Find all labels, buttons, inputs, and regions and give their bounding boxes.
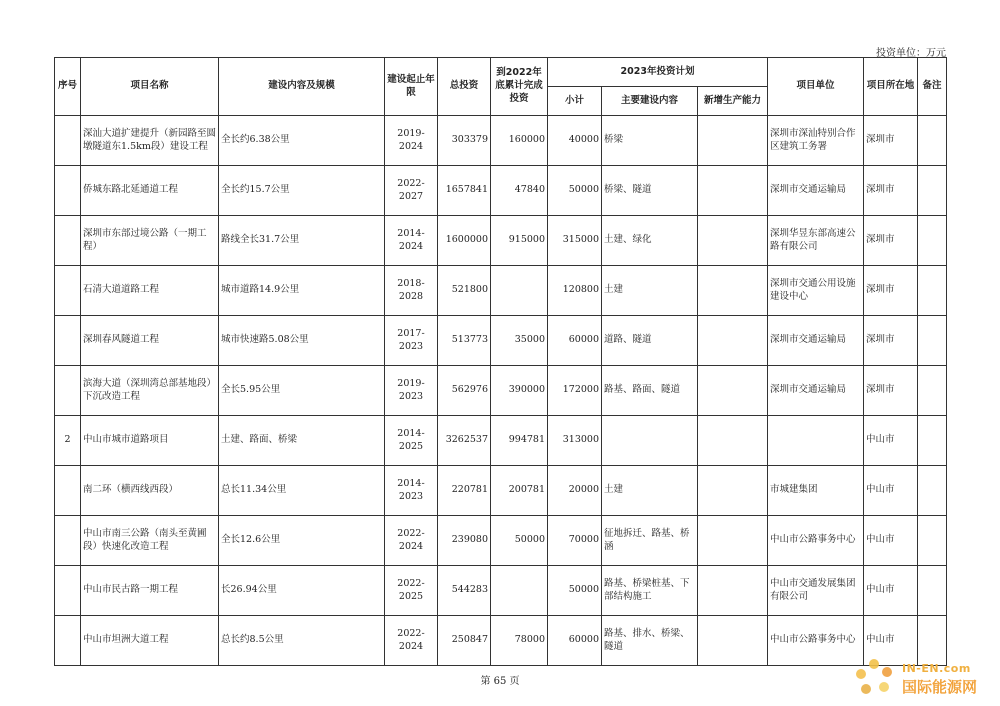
cell-total: 513773 <box>438 316 491 366</box>
header-main-content: 主要建设内容 <box>602 87 698 116</box>
watermark-cn: 国际能源网 <box>902 678 978 696</box>
cell-total: 562976 <box>438 366 491 416</box>
header-total-investment: 总投资 <box>438 58 491 116</box>
cell-new-capacity <box>698 166 768 216</box>
cell-subtotal: 315000 <box>548 216 602 266</box>
cell-content: 全长约15.7公里 <box>219 166 385 216</box>
cell-subtotal: 120800 <box>548 266 602 316</box>
cell-main-content: 土建、绿化 <box>602 216 698 266</box>
cell-seq <box>55 616 81 666</box>
cell-project-name: 石清大道道路工程 <box>81 266 219 316</box>
table-row <box>55 416 947 466</box>
cell-cumulative: 994781 <box>491 416 548 466</box>
cell-new-capacity <box>698 416 768 466</box>
cell-subtotal: 20000 <box>548 466 602 516</box>
cell-period: 2014-2023 <box>385 466 438 516</box>
cell-remark <box>918 216 947 266</box>
cell-period: 2022-2024 <box>385 616 438 666</box>
cell-content: 长26.94公里 <box>219 566 385 616</box>
table-row <box>55 316 947 366</box>
header-remark: 备注 <box>918 58 947 116</box>
cell-main-content <box>602 416 698 466</box>
cell-remark <box>918 566 947 616</box>
cell-location: 深圳市 <box>864 166 918 216</box>
cell-main-content: 道路、隧道 <box>602 316 698 366</box>
cell-project-name: 深汕大道扩建提升（新园路至圆墩隧道东1.5km段）建设工程 <box>81 116 219 166</box>
cell-remark <box>918 266 947 316</box>
cell-content: 城市快速路5.08公里 <box>219 316 385 366</box>
cell-remark <box>918 166 947 216</box>
cell-seq <box>55 466 81 516</box>
table-row <box>55 566 947 616</box>
cell-project-name: 中山市坦洲大道工程 <box>81 616 219 666</box>
cell-subtotal: 60000 <box>548 316 602 366</box>
cell-content: 土建、路面、桥梁 <box>219 416 385 466</box>
cell-new-capacity <box>698 316 768 366</box>
cell-project-unit: 市城建集团 <box>768 466 864 516</box>
cell-new-capacity <box>698 466 768 516</box>
cell-seq <box>55 366 81 416</box>
cell-new-capacity <box>698 616 768 666</box>
cell-main-content: 桥梁 <box>602 116 698 166</box>
cell-subtotal: 172000 <box>548 366 602 416</box>
header-period: 建设起止年限 <box>385 58 438 116</box>
cell-subtotal: 50000 <box>548 166 602 216</box>
cell-period: 2017-2023 <box>385 316 438 366</box>
cell-content: 全长5.95公里 <box>219 366 385 416</box>
cell-content: 总长11.34公里 <box>219 466 385 516</box>
cell-subtotal: 50000 <box>548 566 602 616</box>
cell-period: 2022-2024 <box>385 516 438 566</box>
table-row <box>55 466 947 516</box>
cell-location: 深圳市 <box>864 366 918 416</box>
cell-remark <box>918 316 947 366</box>
cell-project-name: 中山市民古路一期工程 <box>81 566 219 616</box>
cell-content: 总长约8.5公里 <box>219 616 385 666</box>
table-row <box>55 266 947 316</box>
cell-project-unit: 深圳市交通运输局 <box>768 316 864 366</box>
cell-location: 中山市 <box>864 616 918 666</box>
cell-location: 深圳市 <box>864 316 918 366</box>
cell-project-unit: 中山市公路事务中心 <box>768 616 864 666</box>
flower-logo-icon <box>852 656 896 700</box>
cell-total: 250847 <box>438 616 491 666</box>
cell-main-content: 路基、桥梁桩基、下部结构施工 <box>602 566 698 616</box>
cell-location: 中山市 <box>864 566 918 616</box>
cell-cumulative: 915000 <box>491 216 548 266</box>
cell-cumulative: 200781 <box>491 466 548 516</box>
cell-project-unit: 中山市公路事务中心 <box>768 516 864 566</box>
cell-period: 2014-2024 <box>385 216 438 266</box>
cell-period: 2014-2025 <box>385 416 438 466</box>
cell-main-content: 土建 <box>602 466 698 516</box>
header-cumulative: 到2022年底累计完成投资 <box>491 58 548 116</box>
cell-main-content: 土建 <box>602 266 698 316</box>
cell-project-unit: 深圳华昱东部高速公路有限公司 <box>768 216 864 266</box>
cell-project-name: 深圳市东部过境公路（一期工程） <box>81 216 219 266</box>
cell-cumulative: 160000 <box>491 116 548 166</box>
table-row <box>55 216 947 266</box>
cell-cumulative: 47840 <box>491 166 548 216</box>
cell-subtotal: 313000 <box>548 416 602 466</box>
cell-new-capacity <box>698 566 768 616</box>
table-row <box>55 116 947 166</box>
cell-project-name: 侨城东路北延通道工程 <box>81 166 219 216</box>
cell-main-content: 路基、排水、桥梁、隧道 <box>602 616 698 666</box>
cell-remark <box>918 116 947 166</box>
cell-project-unit: 深圳市交通运输局 <box>768 166 864 216</box>
cell-period: 2018-2028 <box>385 266 438 316</box>
cell-total: 220781 <box>438 466 491 516</box>
cell-new-capacity <box>698 366 768 416</box>
cell-remark <box>918 516 947 566</box>
table-row <box>55 166 947 216</box>
table-row <box>55 616 947 666</box>
cell-content: 全长约6.38公里 <box>219 116 385 166</box>
cell-cumulative: 78000 <box>491 616 548 666</box>
cell-total: 1600000 <box>438 216 491 266</box>
cell-subtotal: 60000 <box>548 616 602 666</box>
cell-remark <box>918 416 947 466</box>
cell-total: 303379 <box>438 116 491 166</box>
cell-new-capacity <box>698 266 768 316</box>
cell-cumulative <box>491 566 548 616</box>
cell-location: 中山市 <box>864 466 918 516</box>
cell-project-name: 深圳春风隧道工程 <box>81 316 219 366</box>
watermark-en: IN-EN.com <box>902 662 971 675</box>
cell-seq <box>55 166 81 216</box>
cell-project-unit: 深圳市深汕特别合作区建筑工务署 <box>768 116 864 166</box>
cell-total: 544283 <box>438 566 491 616</box>
cell-content: 路线全长31.7公里 <box>219 216 385 266</box>
cell-cumulative <box>491 266 548 316</box>
cell-cumulative: 390000 <box>491 366 548 416</box>
watermark-logo <box>852 656 992 700</box>
cell-location: 深圳市 <box>864 216 918 266</box>
cell-seq <box>55 516 81 566</box>
cell-seq <box>55 266 81 316</box>
header-seq: 序号 <box>55 58 81 116</box>
cell-total: 3262537 <box>438 416 491 466</box>
cell-seq: 2 <box>55 416 81 466</box>
cell-content: 城市道路14.9公里 <box>219 266 385 316</box>
cell-location: 中山市 <box>864 416 918 466</box>
cell-project-name: 滨海大道（深圳湾总部基地段）下沉改造工程 <box>81 366 219 416</box>
cell-main-content: 桥梁、隧道 <box>602 166 698 216</box>
cell-project-unit: 中山市交通发展集团有限公司 <box>768 566 864 616</box>
cell-seq <box>55 316 81 366</box>
cell-remark <box>918 466 947 516</box>
cell-total: 1657841 <box>438 166 491 216</box>
investment-plan-table <box>54 57 947 666</box>
cell-project-unit: 深圳市交通公用设施建设中心 <box>768 266 864 316</box>
cell-total: 521800 <box>438 266 491 316</box>
cell-main-content: 征地拆迁、路基、桥涵 <box>602 516 698 566</box>
cell-main-content: 路基、路面、隧道 <box>602 366 698 416</box>
cell-location: 中山市 <box>864 516 918 566</box>
header-content: 建设内容及规模 <box>219 58 385 116</box>
cell-project-unit <box>768 416 864 466</box>
cell-period: 2019-2024 <box>385 116 438 166</box>
cell-new-capacity <box>698 516 768 566</box>
cell-total: 239080 <box>438 516 491 566</box>
cell-new-capacity <box>698 216 768 266</box>
cell-subtotal: 40000 <box>548 116 602 166</box>
cell-content: 全长12.6公里 <box>219 516 385 566</box>
table-row <box>55 366 947 416</box>
investment-unit-note: 投资单位：万元 <box>876 48 946 59</box>
table-row <box>55 516 947 566</box>
cell-location: 深圳市 <box>864 266 918 316</box>
cell-seq <box>55 116 81 166</box>
cell-period: 2022-2025 <box>385 566 438 616</box>
page-number: 第 65 页 <box>480 676 520 687</box>
header-plan-2023: 2023年投资计划 <box>548 58 768 87</box>
cell-cumulative: 50000 <box>491 516 548 566</box>
cell-cumulative: 35000 <box>491 316 548 366</box>
header-location: 项目所在地 <box>864 58 918 116</box>
cell-period: 2019-2023 <box>385 366 438 416</box>
cell-seq <box>55 216 81 266</box>
cell-location: 深圳市 <box>864 116 918 166</box>
cell-period: 2022-2027 <box>385 166 438 216</box>
cell-project-name: 中山市城市道路项目 <box>81 416 219 466</box>
header-project-unit: 项目单位 <box>768 58 864 116</box>
header-project-name: 项目名称 <box>81 58 219 116</box>
cell-project-name: 南二环（横西线西段） <box>81 466 219 516</box>
header-new-capacity: 新增生产能力 <box>698 87 768 116</box>
cell-project-unit: 深圳市交通运输局 <box>768 366 864 416</box>
header-subtotal: 小计 <box>548 87 602 116</box>
cell-project-name: 中山市南三公路（南头至黄圃段）快速化改造工程 <box>81 516 219 566</box>
cell-new-capacity <box>698 116 768 166</box>
cell-subtotal: 70000 <box>548 516 602 566</box>
cell-seq <box>55 566 81 616</box>
cell-remark <box>918 366 947 416</box>
